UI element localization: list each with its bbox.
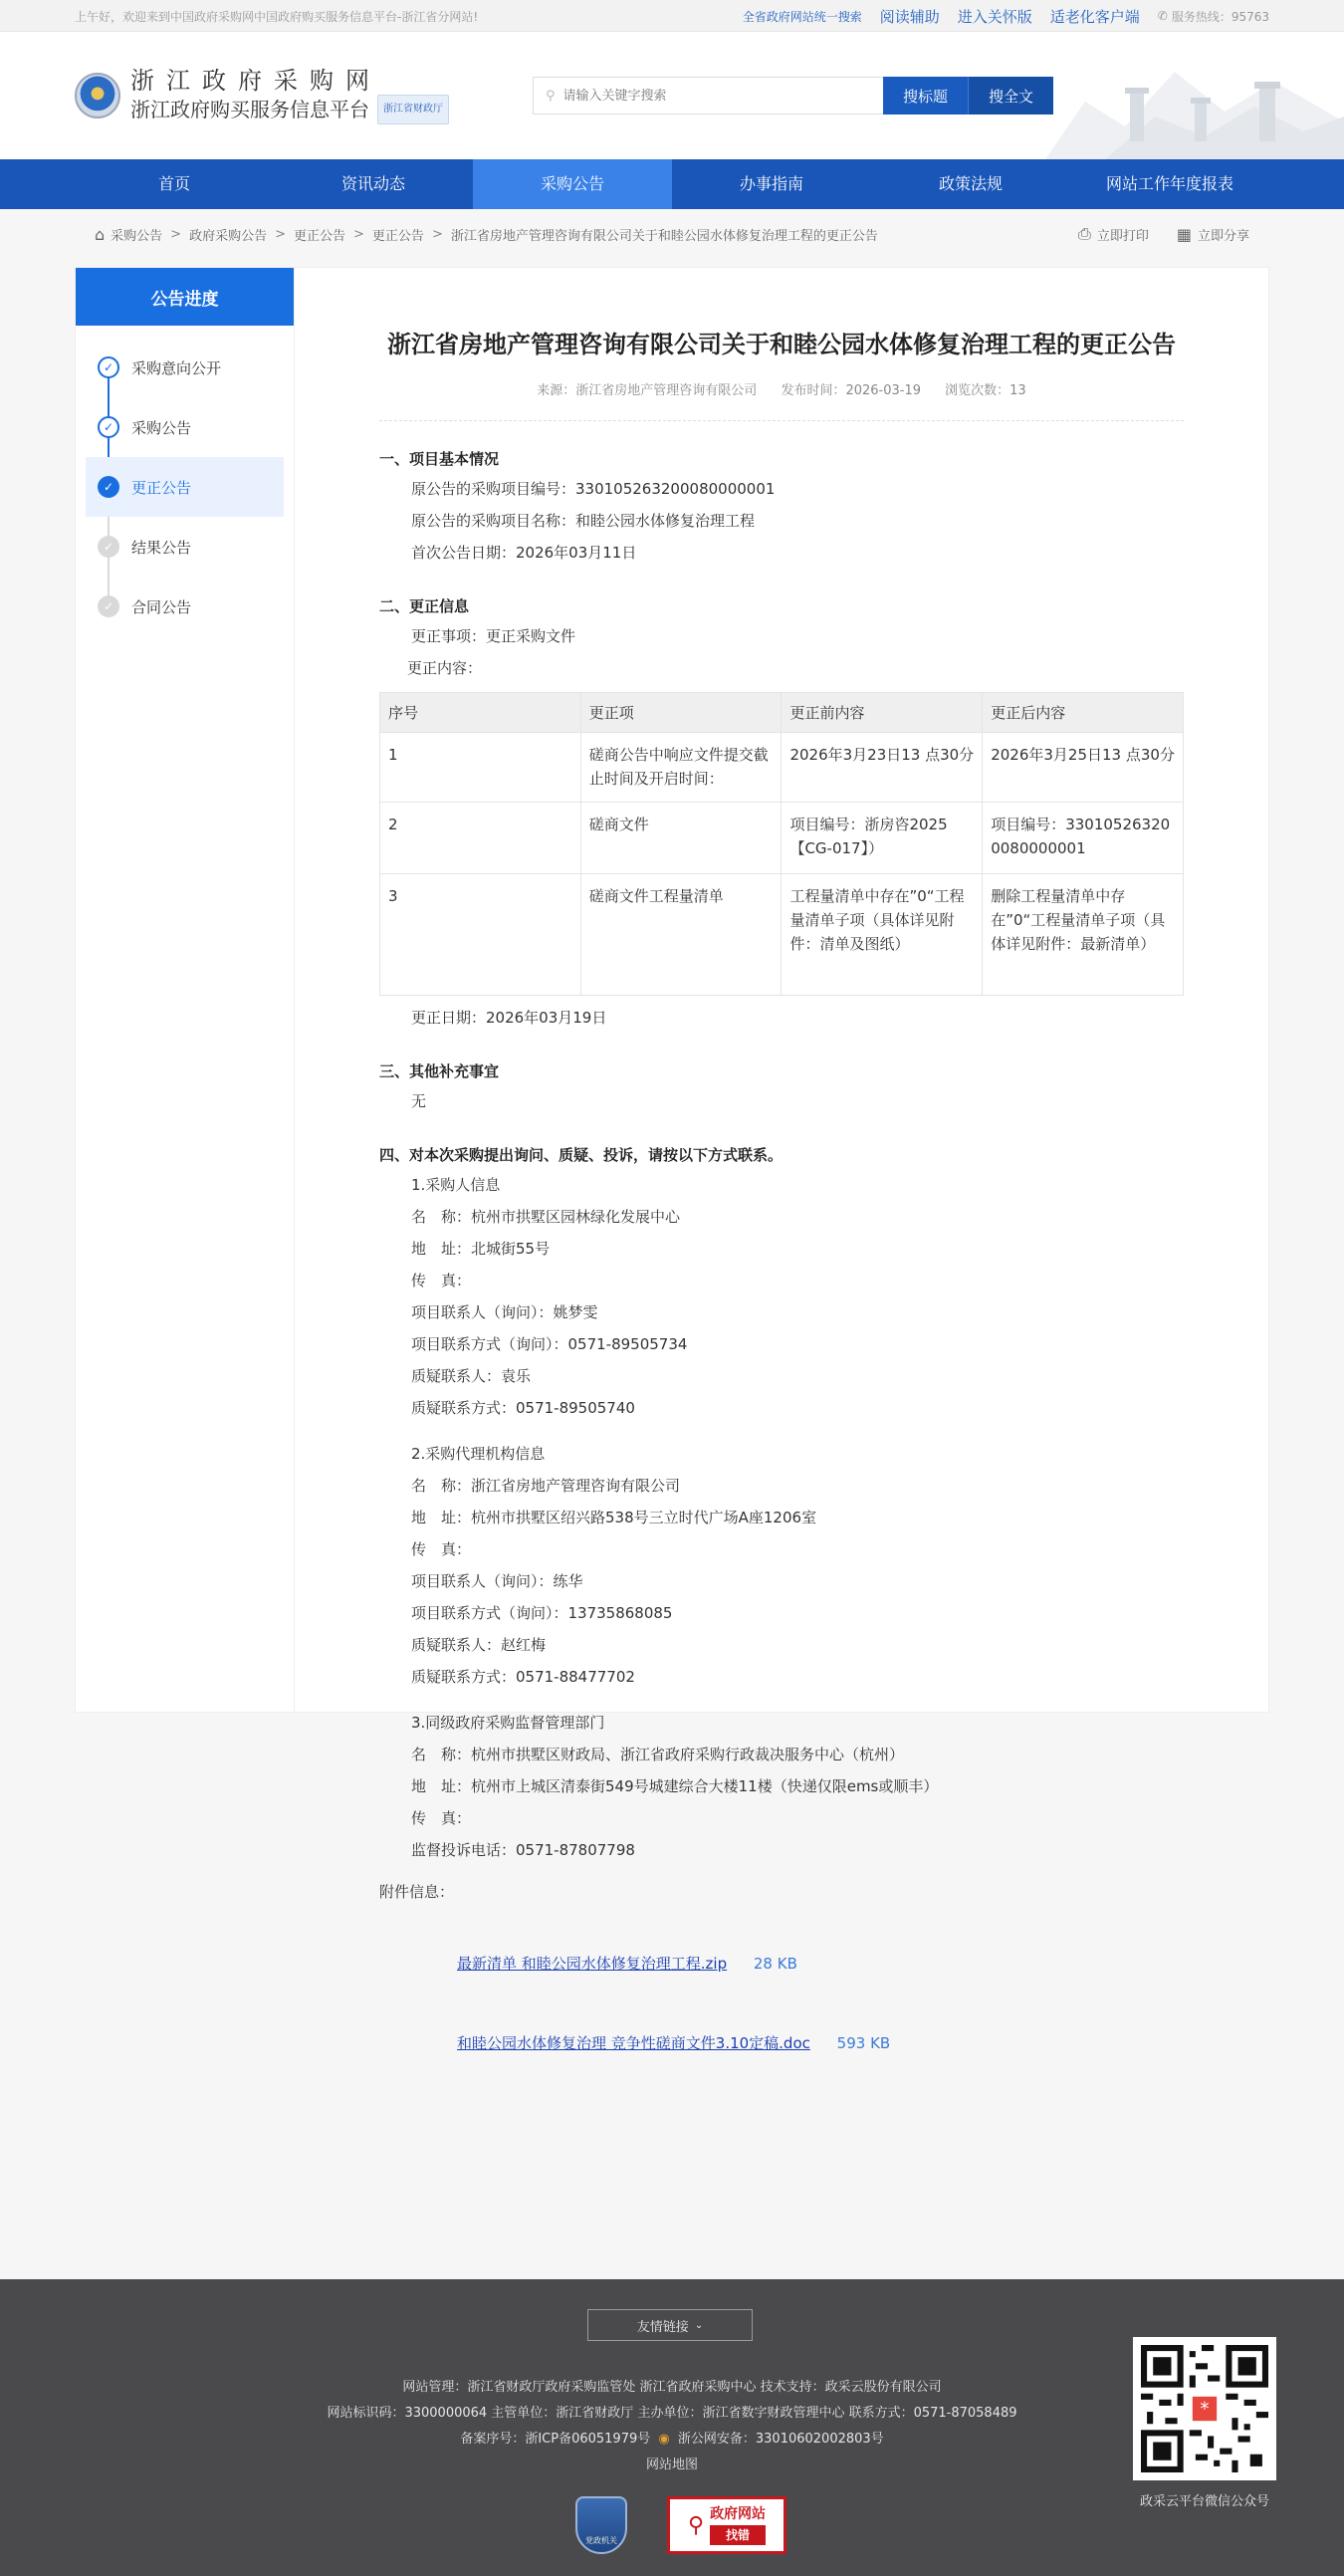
nav-news[interactable]: 资讯动态: [340, 174, 405, 193]
table-header: 更正后内容: [983, 693, 1184, 733]
top-bar: [0, 0, 1344, 32]
search-icon: ⚲: [546, 88, 556, 104]
read-assist-link[interactable]: 阅读辅助: [879, 7, 940, 26]
attachment-size: 593 KB: [836, 2034, 891, 2052]
nav-policy[interactable]: 政策法规: [938, 174, 1003, 193]
check-icon: ✓: [98, 356, 119, 378]
check-icon: ✓: [98, 476, 119, 498]
phone-icon: ✆: [1157, 9, 1168, 23]
footer-info: 网站管理：浙江省财政厅政府采购监管处 浙江省政府采购中心 技术支持：政采云股份有限公司 网站标识码：3300000064 主管单位：浙江省财政厅 主办单位：浙江省数字财政管理中心 联系方式：0571-87058489 备案序号：浙ICP备06051979号 ◉ 浙公网安备：33010602002803号 网站地图: [327, 2380, 1017, 2472]
search-title-button[interactable]: 搜标题: [883, 77, 968, 115]
progress-title: 公告进度: [76, 268, 294, 326]
table-row: 2 磋商文件 项目编号：浙房咨2025【CG-017】） 项目编号：330105263200080000001: [380, 803, 1184, 874]
qrcode-icon: [1141, 2345, 1268, 2472]
article-date: 发布时间：2026-03-19: [781, 383, 922, 398]
printer-icon: ⎙: [1078, 224, 1091, 243]
chevron-down-icon: ⌄: [694, 2319, 704, 2331]
step-contract[interactable]: ✓ 合同公告: [86, 577, 284, 636]
qrcode-label: 政采云平台微信公众号: [1139, 2494, 1269, 2509]
footer: [0, 2279, 1344, 2576]
breadcrumb-item[interactable]: 更正公告: [294, 228, 346, 244]
step-result[interactable]: ✓ 结果公告: [86, 517, 284, 577]
party-gov-badge[interactable]: 党政机关: [575, 2496, 627, 2554]
attachment-link[interactable]: 和睦公园水体修复治理 竞争性磋商文件3.10定稿.doc: [457, 2034, 810, 2052]
step-intent[interactable]: ✓ 采购意向公开: [86, 338, 284, 397]
search-input[interactable]: [563, 89, 862, 104]
correction-table: [379, 692, 1184, 996]
check-icon: ✓: [98, 595, 119, 617]
breadcrumb-current: 浙江省房地产管理咨询有限公司关于和睦公园水体修复治理工程的更正公告: [450, 228, 878, 244]
main-content: [75, 267, 1269, 2052]
police-badge-icon: ◉: [658, 2432, 670, 2447]
table-header: 序号: [380, 693, 581, 733]
article-meta: [379, 379, 1184, 421]
site-logo[interactable]: [75, 67, 533, 124]
search-bar: [533, 77, 1053, 115]
home-icon[interactable]: ⌂: [95, 224, 106, 244]
nav-procurement[interactable]: 采购公告: [473, 159, 672, 209]
nav-home[interactable]: 首页: [157, 174, 190, 193]
check-icon: ✓: [98, 536, 119, 558]
search-fulltext-button[interactable]: 搜全文: [968, 77, 1053, 115]
article-source: 来源：浙江省房地产管理咨询有限公司: [537, 383, 758, 398]
breadcrumb-item[interactable]: 政府采购公告: [189, 228, 268, 244]
table-header: 更正项: [580, 693, 782, 733]
scenery-illustration: [1045, 32, 1344, 159]
attachment-item: [379, 2027, 1184, 2059]
progress-sidebar: [76, 268, 295, 1712]
svg-text:*: *: [1200, 2399, 1210, 2421]
main-nav: [0, 159, 1344, 209]
nav-guide[interactable]: 办事指南: [739, 174, 803, 193]
welcome-text: 上午好，欢迎来到中国政府采购网中国政府购买服务信息平台-浙江省分网站!: [75, 9, 479, 24]
site-tag: 浙江省财政厅: [377, 95, 449, 124]
article: [295, 268, 1268, 2052]
step-announcement[interactable]: ✓ 采购公告: [86, 397, 284, 457]
attachment-link[interactable]: 最新清单 和睦公园水体修复治理工程.zip: [457, 1955, 728, 1973]
sitemap-link[interactable]: 网站地图: [645, 2458, 698, 2472]
print-button[interactable]: ⎙ 立即打印: [1078, 224, 1149, 244]
care-mode-link[interactable]: 进入关怀版: [957, 7, 1032, 26]
qrcode-icon: ▦: [1176, 224, 1192, 244]
article-views: 浏览次数：13: [945, 383, 1026, 398]
attachments-label: 附件信息：: [379, 1883, 455, 1901]
section-correction: 二、更正信息 更正事项：更正采购文件 更正内容： 序号 更正项 更正前内容 更正后内容 1 磋商公告中响应文件提交截止时间及开启时间： 2026年3月23日13 点30分 2026年3月25日13 点30分 2 磋商文件 项目编号：浙房咨2025【CG-017】） 项目编号：330105263200080000001 3 磋商文件工程量清单 工程量清单中存在”0“工程量清单子项（具体详见附件：清单及图纸） 删除工程量清单中存在”0“工程量清单子项（具体详见附件：最新清单） 更正日期：2026年03月19日: [379, 592, 1184, 1034]
share-button[interactable]: ▦ 立即分享: [1176, 224, 1249, 244]
breadcrumb: ⌂ 采购公告 > 政府采购公告 > 更正公告 > 更正公告 > 浙江省房地产管理咨询有限公司关于和睦公园水体修复治理工程的更正公告 ⎙ 立即打印 ▦ 立即分享: [95, 224, 1249, 244]
search-all-link[interactable]: 全省政府网站统一搜索: [742, 9, 862, 24]
site-title: 浙江政府采购网: [130, 67, 381, 95]
section-basic: 一、项目基本情况 原公告的采购项目编号：330105263200080000001 原公告的采购项目名称：和睦公园水体修复治理工程 首次公告日期：2026年03月11日: [379, 450, 776, 562]
table-header: 更正前内容: [782, 693, 983, 733]
attachment-size: 28 KB: [753, 1955, 797, 1973]
header: [0, 32, 1344, 159]
magnifier-icon: ⚲: [687, 2512, 705, 2538]
site-subtitle: 浙江政府购买服务信息平台: [130, 98, 369, 121]
breadcrumb-item[interactable]: 更正公告: [371, 228, 424, 244]
emblem-icon: [75, 73, 120, 118]
friend-links-dropdown[interactable]: 友情链接 ⌄: [587, 2309, 753, 2341]
check-icon: ✓: [98, 416, 119, 438]
table-row: 3 磋商文件工程量清单 工程量清单中存在”0“工程量清单子项（具体详见附件：清单及图纸） 删除工程量清单中存在”0“工程量清单子项（具体详见附件：最新清单）: [380, 874, 1184, 996]
table-row: 1 磋商公告中响应文件提交截止时间及开启时间： 2026年3月23日13 点30分 2026年3月25日13 点30分: [380, 733, 1184, 803]
wechat-qrcode: [1133, 2337, 1276, 2480]
article-title: 浙江省房地产管理咨询有限公司关于和睦公园水体修复治理工程的更正公告: [387, 331, 1176, 358]
section-other: 三、其他补充事宜 无: [379, 1062, 500, 1110]
section-contact: 四、对本次采购提出询问、质疑、投诉，请按以下方式联系。 1.采购人信息 名 称：杭州市拱墅区园林绿化发展中心 地 址：北城街55号 传 真： 项目联系人（询问）：姚梦雯 项目联系方式（询问）：0571-89505734 质疑联系人：袁乐 质疑联系方式：0571-89505740 2.采购代理机构信息 名 称：浙江省房地产管理咨询有限公司 地 址：杭州市拱墅区绍兴路538号三立时代广场A座1206室 传 真： 项目联系人（询问）：练华 项目联系方式（询问）：13735868085 质疑联系人：赵红梅 质疑联系方式：0571-88477702 3.同级政府采购监督管理部门 名 称：杭州市拱墅区财政局、浙江省政府采购行政裁决服务中心（杭州） 地 址：杭州市上城区清泰街549号城建综合大楼11楼（快递仅限ems或顺丰） 传 真： 监督投诉电话：0571-87807798: [379, 1146, 939, 1859]
hotline: ✆ 服务热线：95763: [1157, 9, 1269, 24]
elder-client-link[interactable]: 适老化客户端: [1049, 7, 1140, 26]
gov-site-error-badge[interactable]: ⚲ 政府网站 找错: [667, 2496, 786, 2554]
nav-annual-report[interactable]: 网站工作年度报表: [1105, 174, 1233, 193]
step-correction[interactable]: ✓ 更正公告: [86, 457, 284, 517]
breadcrumb-item[interactable]: 采购公告: [111, 228, 163, 244]
attachment-item: [379, 1948, 1184, 1980]
